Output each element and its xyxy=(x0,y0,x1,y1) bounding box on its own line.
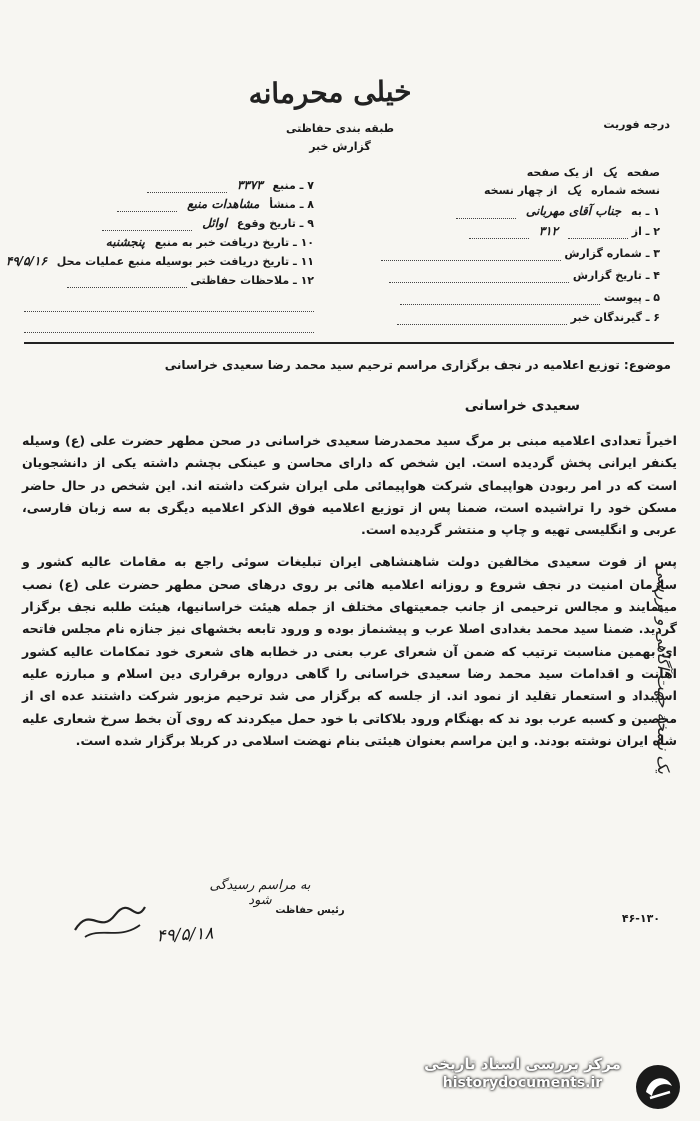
field-receipt-date: ۱۰ ـ تاریخ دریافت خبر به منبع پنجشنبه xyxy=(105,235,314,249)
handwritten-signature xyxy=(70,895,150,945)
handwritten-date: ۴۹/۵/۱۸ xyxy=(155,923,215,947)
field-attachment: ۵ ـ پیوست xyxy=(380,290,660,305)
archive-logo-icon xyxy=(632,1062,684,1112)
priority-label: درجه فوریت xyxy=(603,118,670,131)
watermark-title: مرکز بررسی اسناد تاریخی xyxy=(424,1055,621,1073)
archive-watermark xyxy=(410,1055,635,1091)
blank-line xyxy=(24,297,314,312)
field-from: ۲ ـ از ۳۱۲ xyxy=(380,224,660,239)
field-copy-number: نسخه شماره یک از چهار نسخه xyxy=(483,183,660,197)
report-body xyxy=(22,430,677,752)
classification-unit: طبقه بندی حفاظتی xyxy=(285,122,395,135)
header-divider xyxy=(24,342,674,344)
report-type: گزارش خبر xyxy=(309,140,371,153)
signature-label: رئیس حفاظت xyxy=(275,905,345,916)
field-origin: ۸ ـ منشأ مشاهدات منبع xyxy=(24,197,314,212)
watermark-url: historydocuments.ir xyxy=(442,1075,603,1091)
margin-handwritten-note: یک نسخه جهت آگاهی و بررسی xyxy=(654,565,673,774)
subject-line: موضوع: توزیع اعلامیه در نجف برگزاری مراسم ترحیم سید محمد رضا سعیدی خراسانی xyxy=(164,358,671,372)
classification-stamp: خیلی محرمانه xyxy=(248,74,412,111)
field-report-date: ۴ ـ تاریخ گزارش xyxy=(380,268,660,283)
field-security-notes: ۱۲ ـ ملاحظات حفاظتی xyxy=(24,273,314,288)
field-to: ۱ ـ به جناب آقای مهربانی xyxy=(380,204,660,219)
field-occurrence-date: ۹ ـ تاریخ وقوع اوائل xyxy=(24,216,314,231)
signature-note: به مراسم رسیدگی شود xyxy=(209,878,311,908)
blank-line xyxy=(24,318,314,333)
body-paragraph: اخیراً تعدادی اعلامیه مبنی بر مرگ سید محمدرضا سعیدی خراسانی در صحن مطهر حضرت علی (ع) وسیله یکنفر ایرانی پخش گردیده است. این شخص که دارای محاسن و عینکی بچشم داشته یکی از دانشجویان است که در امر ربودن هواپیمای شرکت هواپیمائی ملی ایران شرکت داشته اند. این شخص در حال حاضر مسکن خود را تراشیده است، ضمنا پس از توزیع اعلامیه فوق الذکر اعلامیه دیگری به سه زبان فارسی، عربی و انگلیسی تهیه و چاپ و منتشر گردیده است. xyxy=(22,433,677,538)
field-local-receipt-date: ۱۱ ـ تاریخ دریافت خبر بوسیله منبع عملیات محل ۴۹/۵/۱۶ xyxy=(5,254,314,268)
subject-person: سعیدی خراسانی xyxy=(464,398,580,414)
field-recipients: ۶ ـ گیرندگان خبر xyxy=(380,310,660,325)
body-paragraph: پس از فوت سعیدی مخالفین دولت شاهنشاهی ایران تبلیغات سوئی راجع به مقامات عالیه کشور و سازمان امنیت در نجف شروع و روزانه اعلامیه هائی بر روی درهای صحن مطهر حضرت علی (ع) نصب مینمایند و مجالس ترحیمی از جانب جمعیتهای مختلف از جمله هیئت خراسانیها، هیئت طلبه نجف برگزار گردید. ضمنا سید محمد بغدادی اصلا عرب و پیشنماز بوده و ورود تابعه بخشهای نیز جنازه نام مجلس فاتحه ای بهمین مناسبت ترتیب که ضمن آن شعرای عرب بعنی در خطابه های شعری خود تمکامات عالیه کشور اهانت و اقدامات سید محمد رضا سعیدی خراسانی را گاهی درواره برقراری دین اسلام و مبارزه علیه استبداد و استعمار تقلید از نمود اند. از جلسه که برگزار می شد ترحیم مزبور شرکت داشتند عده ای از مخصین و کسبه عرب بود ند که بهنگام ورود بلاکاتی با خود حمل میکردند که روی آن بخط سرخ شعاری علیه شاه ایران نوشته بودند. و این مراسم بعنوان هیئتی بنام نهضت اسلامی در کربلا برگزار شده است. xyxy=(22,554,677,748)
page-code: ۴۶-۱۳۰ xyxy=(621,912,660,925)
field-page: صفحه یک از یک صفحه xyxy=(526,165,660,179)
field-report-number: ۳ ـ شماره گزارش xyxy=(380,246,660,261)
field-source: ۷ ـ منبع ۳۳۷۳ xyxy=(24,178,314,193)
